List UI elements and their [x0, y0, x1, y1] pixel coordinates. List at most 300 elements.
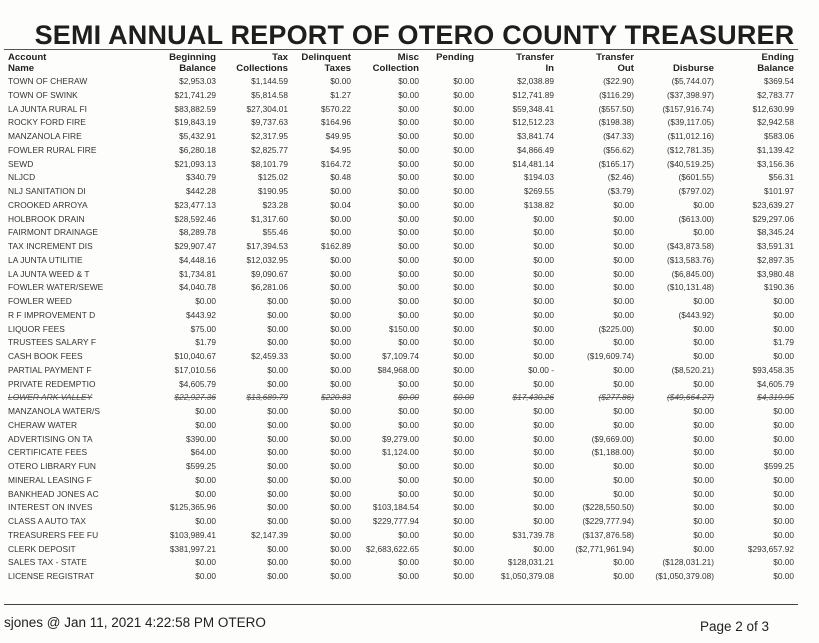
- cell-transfer-in: $59,348.41: [512, 103, 554, 114]
- cell-disburse: $0.00: [693, 199, 714, 210]
- cell-delinquent-taxes: $0.00: [330, 351, 351, 361]
- cell-misc-collection: $0.00: [398, 213, 419, 224]
- cell-account-name: NLJCD: [8, 172, 36, 183]
- cell-beginning-balance: $21,741.29: [174, 89, 216, 100]
- table-row: [8, 488, 794, 502]
- cell-tax-collections: $13,689.79: [246, 392, 288, 403]
- table-row: [8, 130, 794, 144]
- cell-transfer-out: $0.00: [613, 282, 634, 293]
- cell-tax-collections: $0.00: [267, 516, 288, 526]
- cell-misc-collection: $0.00: [398, 131, 419, 141]
- cell-misc-collection: $0.00: [398, 117, 419, 128]
- cell-beginning-balance: $1.79: [195, 337, 216, 348]
- cell-account-name: MINERAL LEASING F: [8, 474, 92, 485]
- cell-tax-collections: $0.00: [267, 406, 288, 416]
- cell-transfer-in: $0.00: [533, 378, 554, 389]
- table-row: [8, 446, 794, 460]
- cell-ending-balance: $599.25: [764, 461, 794, 471]
- cell-disburse: ($443.92): [678, 309, 714, 320]
- cell-account-name: FAIRMONT DRAINAGE: [8, 227, 99, 238]
- table-row: [8, 240, 794, 254]
- cell-transfer-in: $12,512.23: [512, 117, 554, 128]
- cell-disburse: ($6,845.00): [671, 268, 714, 279]
- cell-transfer-out: $0.00: [613, 254, 634, 265]
- cell-account-name: CHERAW WATER: [8, 419, 78, 430]
- cell-tax-collections: $5,814.58: [251, 89, 288, 100]
- cell-delinquent-taxes: $4.95: [330, 144, 351, 155]
- cell-pending: $0.00: [453, 213, 474, 224]
- cell-beginning-balance: $0.00: [195, 557, 216, 568]
- cell-ending-balance: $56.31: [768, 172, 794, 183]
- cell-delinquent-taxes: $570.22: [321, 103, 351, 114]
- cell-delinquent-taxes: $220.83: [321, 392, 351, 403]
- cell-misc-collection: $0.00: [398, 461, 419, 471]
- cell-account-name: CLERK DEPOSIT: [8, 543, 76, 554]
- cell-misc-collection: $0.00: [398, 529, 419, 540]
- cell-disburse: $0.00: [693, 227, 714, 238]
- cell-pending: $0.00: [453, 76, 474, 86]
- cell-delinquent-taxes: $0.00: [330, 488, 351, 499]
- cell-disburse: $0.00: [693, 474, 714, 485]
- column-header-ending-balance: Ending Balance: [757, 52, 794, 74]
- cell-misc-collection: $0.00: [398, 172, 419, 183]
- cell-account-name: TRUSTEES SALARY F: [8, 337, 97, 348]
- cell-tax-collections: $0.00: [267, 337, 288, 348]
- cell-pending: $0.00: [453, 502, 474, 513]
- cell-transfer-in: $128,031.21: [507, 557, 554, 568]
- cell-disburse: ($11,012.16): [667, 131, 714, 141]
- cell-disburse: ($797.02): [678, 186, 714, 196]
- cell-account-name: LA JUNTA WEED & T: [8, 268, 90, 279]
- cell-ending-balance: $190.36: [764, 282, 794, 293]
- cell-account-name: FOWLER WATER/SEWE: [8, 282, 104, 293]
- cell-transfer-in: $0.00: [533, 296, 554, 306]
- cell-delinquent-taxes: $0.00: [330, 213, 351, 224]
- cell-misc-collection: $0.00: [398, 392, 419, 403]
- column-header-account-name: Account Name: [8, 52, 47, 74]
- cell-account-name: ADVERTISING ON TA: [8, 433, 93, 444]
- cell-ending-balance: $0.00: [773, 516, 794, 526]
- cell-misc-collection: $0.00: [398, 378, 419, 389]
- cell-account-name: FOWLER WEED: [8, 296, 72, 306]
- cell-beginning-balance: $8,289.78: [179, 227, 216, 238]
- cell-account-name: SEWD: [8, 158, 34, 169]
- table-header-row: [8, 53, 794, 75]
- cell-transfer-out: ($116.29): [599, 89, 634, 100]
- cell-pending: $0.00: [453, 419, 474, 430]
- cell-misc-collection: $0.00: [398, 89, 419, 100]
- cell-transfer-out: $0.00: [613, 364, 634, 375]
- cell-ending-balance: $0.00: [773, 447, 794, 458]
- cell-disburse: $0.00: [693, 488, 714, 499]
- cell-transfer-in: $12,741.89: [512, 89, 554, 100]
- cell-disburse: ($128,031.21): [662, 557, 714, 568]
- table-body: [8, 75, 794, 584]
- cell-transfer-out: $0.00: [613, 241, 634, 251]
- cell-disburse: ($12,781.35): [666, 144, 714, 155]
- cell-pending: $0.00: [453, 296, 474, 306]
- cell-account-name: LIQUOR FEES: [8, 323, 65, 334]
- cell-ending-balance: $93,458.35: [752, 364, 794, 375]
- table-row: [8, 419, 794, 433]
- cell-misc-collection: $9,279.00: [382, 433, 419, 444]
- cell-delinquent-taxes: $0.00: [330, 516, 351, 526]
- table-row: [8, 433, 794, 447]
- cell-misc-collection: $0.00: [398, 406, 419, 416]
- cell-delinquent-taxes: $0.00: [330, 364, 351, 375]
- cell-delinquent-taxes: $0.00: [330, 433, 351, 444]
- column-header-beginning-balance: Beginning Balance: [169, 52, 216, 74]
- cell-pending: $0.00: [453, 158, 474, 169]
- cell-misc-collection: $0.00: [398, 186, 419, 196]
- cell-transfer-in: $14,481.14: [512, 158, 554, 169]
- cell-ending-balance: $4,319.95: [757, 392, 794, 403]
- cell-ending-balance: $101.97: [764, 186, 794, 196]
- cell-pending: $0.00: [453, 172, 474, 183]
- cell-ending-balance: $4,605.79: [757, 378, 794, 389]
- cell-disburse: $0.00: [693, 378, 714, 389]
- table-row: [8, 336, 794, 350]
- cell-pending: $0.00: [453, 131, 474, 141]
- cell-ending-balance: $3,980.48: [757, 268, 794, 279]
- cell-tax-collections: $0.00: [267, 433, 288, 444]
- cell-transfer-out: ($19,609.74): [586, 351, 634, 361]
- cell-delinquent-taxes: $0.00: [330, 254, 351, 265]
- cell-delinquent-taxes: $0.00: [330, 571, 351, 581]
- cell-tax-collections: $190.95: [258, 186, 288, 196]
- cell-disburse: $0.00: [693, 433, 714, 444]
- cell-transfer-out: $0.00: [613, 213, 634, 224]
- table-row: [8, 75, 794, 89]
- cell-tax-collections: $8,101.79: [251, 158, 288, 169]
- cell-transfer-out: $0.00: [613, 296, 634, 306]
- cell-transfer-in: $0.00: [533, 227, 554, 238]
- cell-beginning-balance: $443.92: [186, 309, 216, 320]
- cell-delinquent-taxes: $0.00: [330, 186, 351, 196]
- cell-transfer-out: ($2,771,961.94): [575, 543, 634, 554]
- cell-tax-collections: $12,032.95: [246, 254, 288, 265]
- treasurer-report-table: [8, 53, 794, 584]
- cell-pending: $0.00: [453, 488, 474, 499]
- cell-pending: $0.00: [453, 89, 474, 100]
- cell-ending-balance: $0.00: [773, 309, 794, 320]
- cell-disburse: $0.00: [693, 461, 714, 471]
- cell-beginning-balance: $10,040.67: [174, 351, 216, 361]
- cell-beginning-balance: $17,010.56: [174, 364, 216, 375]
- cell-account-name: LA JUNTA UTILITIE: [8, 254, 83, 265]
- cell-transfer-out: ($137,876.58): [582, 529, 634, 540]
- cell-beginning-balance: $22,927.36: [174, 392, 216, 403]
- cell-account-name: LICENSE REGISTRAT: [8, 571, 95, 581]
- column-header-tax-collections: Tax Collections: [236, 52, 288, 74]
- cell-transfer-out: ($56.62): [603, 144, 634, 155]
- cell-transfer-out: $0.00: [613, 488, 634, 499]
- cell-disburse: ($1,050,379.08): [655, 571, 714, 581]
- cell-beginning-balance: $75.00: [190, 323, 216, 334]
- cell-delinquent-taxes: $0.00: [330, 474, 351, 485]
- cell-misc-collection: $103,184.54: [372, 502, 419, 513]
- cell-transfer-in: $0.00: [533, 502, 554, 513]
- table-row: [8, 391, 794, 405]
- cell-misc-collection: $0.00: [398, 103, 419, 114]
- cell-transfer-out: $0.00: [613, 309, 634, 320]
- cell-ending-balance: $0.00: [773, 296, 794, 306]
- cell-ending-balance: $0.00: [773, 488, 794, 499]
- cell-disburse: $0.00: [693, 502, 714, 513]
- cell-beginning-balance: $64.00: [190, 447, 216, 458]
- cell-tax-collections: $17,394.53: [246, 241, 288, 251]
- cell-transfer-out: ($22.90): [603, 76, 634, 86]
- table-row: [8, 323, 794, 337]
- cell-disburse: $0.00: [693, 351, 714, 361]
- cell-delinquent-taxes: $162.89: [321, 241, 351, 251]
- cell-tax-collections: $2,825.77: [251, 144, 288, 155]
- table-row: [8, 350, 794, 364]
- cell-misc-collection: $0.00: [398, 158, 419, 169]
- cell-transfer-in: $31,739.78: [512, 529, 554, 540]
- cell-pending: $0.00: [453, 268, 474, 279]
- cell-beginning-balance: $4,040.78: [179, 282, 216, 293]
- cell-delinquent-taxes: $0.00: [330, 461, 351, 471]
- cell-misc-collection: $7,109.74: [382, 351, 419, 361]
- cell-ending-balance: $3,591.31: [757, 241, 794, 251]
- cell-misc-collection: $0.00: [398, 254, 419, 265]
- cell-beginning-balance: $390.00: [186, 433, 216, 444]
- cell-ending-balance: $29,297.06: [752, 213, 794, 224]
- cell-ending-balance: $0.00: [773, 571, 794, 581]
- cell-account-name: ROCKY FORD FIRE: [8, 117, 86, 128]
- cell-account-name: TOWN OF SWINK: [8, 89, 78, 100]
- cell-transfer-in: $269.55: [524, 186, 554, 196]
- cell-transfer-out: $0.00: [613, 199, 634, 210]
- cell-tax-collections: $9,737.63: [251, 117, 288, 128]
- cell-pending: $0.00: [453, 557, 474, 568]
- cell-delinquent-taxes: $0.00: [330, 227, 351, 238]
- cell-disburse: ($10,131.48): [666, 282, 714, 293]
- cell-ending-balance: $2,897.35: [757, 254, 794, 265]
- cell-pending: $0.00: [453, 337, 474, 348]
- table-row: [8, 226, 794, 240]
- cell-transfer-in: $0.00: [533, 268, 554, 279]
- cell-account-name: TREASURERS FEE FU: [8, 529, 99, 540]
- cell-pending: $0.00: [453, 529, 474, 540]
- cell-transfer-out: ($47.33): [603, 131, 634, 141]
- cell-transfer-in: $4,866.49: [517, 144, 554, 155]
- cell-account-name: FOWLER RURAL FIRE: [8, 144, 97, 155]
- cell-tax-collections: $23.28: [262, 199, 288, 210]
- cell-transfer-in: $0.00: [533, 323, 554, 334]
- cell-disburse: $0.00: [693, 543, 714, 554]
- cell-beginning-balance: $442.28: [186, 186, 216, 196]
- cell-pending: $0.00: [453, 144, 474, 155]
- cell-pending: $0.00: [453, 241, 474, 251]
- cell-tax-collections: $0.00: [267, 309, 288, 320]
- cell-misc-collection: $0.00: [398, 227, 419, 238]
- cell-ending-balance: $0.00: [773, 323, 794, 334]
- cell-misc-collection: $0.00: [398, 144, 419, 155]
- cell-misc-collection: $0.00: [398, 199, 419, 210]
- cell-beginning-balance: $599.25: [186, 461, 216, 471]
- cell-ending-balance: $23,639.27: [752, 199, 794, 210]
- cell-pending: $0.00: [453, 447, 474, 458]
- cell-misc-collection: $0.00: [398, 76, 419, 86]
- cell-transfer-out: ($225.00): [598, 323, 634, 334]
- cell-misc-collection: $0.00: [398, 337, 419, 348]
- cell-misc-collection: $0.00: [398, 419, 419, 430]
- cell-ending-balance: $8,345.24: [757, 227, 794, 238]
- cell-delinquent-taxes: $0.00: [330, 296, 351, 306]
- cell-misc-collection: $229,777.94: [372, 516, 419, 526]
- table-row: [8, 158, 794, 172]
- cell-pending: $0.00: [453, 309, 474, 320]
- cell-tax-collections: $9,090.67: [251, 268, 288, 279]
- cell-pending: $0.00: [453, 571, 474, 581]
- cell-tax-collections: $0.00: [267, 364, 288, 375]
- cell-account-name: LA JUNTA RURAL FI: [8, 103, 88, 114]
- cell-ending-balance: $2,942.58: [757, 117, 794, 128]
- cell-misc-collection: $150.00: [389, 323, 419, 334]
- cell-ending-balance: $0.00: [773, 502, 794, 513]
- cell-account-name: MANZANOLA FIRE: [8, 131, 82, 141]
- cell-delinquent-taxes: $0.00: [330, 337, 351, 348]
- cell-delinquent-taxes: $0.04: [330, 199, 351, 210]
- cell-misc-collection: $2,683,622.65: [365, 543, 419, 554]
- cell-disburse: ($8,520.21): [671, 364, 714, 375]
- table-row: [8, 295, 794, 309]
- cell-tax-collections: $0.00: [267, 323, 288, 334]
- cell-beginning-balance: $0.00: [195, 488, 216, 499]
- cell-transfer-out: ($1,188.00): [591, 447, 634, 458]
- cell-tax-collections: $0.00: [267, 502, 288, 513]
- cell-pending: $0.00: [453, 392, 474, 403]
- cell-disburse: $0.00: [693, 406, 714, 416]
- cell-transfer-out: ($2.46): [607, 172, 634, 183]
- cell-pending: $0.00: [453, 433, 474, 444]
- cell-tax-collections: $0.00: [267, 461, 288, 471]
- cell-beginning-balance: $29,907.47: [174, 241, 216, 251]
- column-header-transfer-out: Transfer Out: [596, 52, 634, 74]
- cell-transfer-out: ($228,550.50): [582, 502, 634, 513]
- cell-beginning-balance: $0.00: [195, 406, 216, 416]
- column-header-disburse: Disburse: [672, 62, 714, 74]
- cell-delinquent-taxes: $49.95: [325, 131, 351, 141]
- cell-disburse: ($13,583.76): [666, 254, 714, 265]
- cell-misc-collection: $0.00: [398, 474, 419, 485]
- table-row: [8, 515, 794, 529]
- cell-ending-balance: $0.00: [773, 351, 794, 361]
- cell-transfer-in: $0.00 -: [528, 364, 554, 375]
- cell-tax-collections: $0.00: [267, 474, 288, 485]
- cell-disburse: ($40,519.25): [666, 158, 714, 169]
- cell-pending: $0.00: [453, 254, 474, 265]
- cell-ending-balance: $1.79: [773, 337, 794, 348]
- cell-pending: $0.00: [453, 474, 474, 485]
- cell-delinquent-taxes: $0.00: [330, 502, 351, 513]
- cell-delinquent-taxes: $0.00: [330, 309, 351, 320]
- cell-transfer-in: $0.00: [533, 433, 554, 444]
- table-row: [8, 556, 794, 570]
- cell-transfer-in: $0.00: [533, 254, 554, 265]
- cell-ending-balance: $1,139.42: [757, 144, 794, 155]
- cell-tax-collections: $2,147.39: [251, 529, 288, 540]
- cell-transfer-out: ($557.50): [598, 103, 634, 114]
- cell-disburse: ($37,398.97): [666, 89, 714, 100]
- table-row: [8, 103, 794, 117]
- cell-delinquent-taxes: $0.00: [330, 529, 351, 540]
- column-header-pending: Pending: [436, 52, 474, 63]
- cell-beginning-balance: $6,280.18: [179, 144, 216, 155]
- cell-account-name: INTEREST ON INVES: [8, 502, 93, 513]
- cell-transfer-out: ($229,777.94): [582, 516, 634, 526]
- cell-disburse: ($5,744.07): [671, 76, 714, 86]
- cell-account-name: CLASS A AUTO TAX: [8, 516, 87, 526]
- cell-tax-collections: $2,459.33: [251, 351, 288, 361]
- cell-pending: $0.00: [453, 323, 474, 334]
- table-row: [8, 309, 794, 323]
- table-row: [8, 405, 794, 419]
- cell-misc-collection: $0.00: [398, 296, 419, 306]
- cell-disburse: ($601.55): [678, 172, 714, 183]
- cell-beginning-balance: $0.00: [195, 571, 216, 581]
- cell-misc-collection: $0.00: [398, 557, 419, 568]
- cell-beginning-balance: $21,093.13: [174, 158, 216, 169]
- cell-account-name: TAX INCREMENT DIS: [8, 241, 93, 251]
- cell-delinquent-taxes: $164.96: [321, 117, 351, 128]
- cell-transfer-in: $17,430.26: [512, 392, 554, 403]
- table-row: [8, 144, 794, 158]
- cell-ending-balance: $0.00: [773, 433, 794, 444]
- cell-pending: $0.00: [453, 199, 474, 210]
- table-row: [8, 529, 794, 543]
- cell-account-name: LOWER ARK VALLEY: [8, 392, 93, 403]
- cell-transfer-out: ($277.86): [598, 392, 634, 403]
- cell-account-name: MANZANOLA WATER/S: [8, 406, 101, 416]
- cell-account-name: PRIVATE REDEMPTIO: [8, 378, 96, 389]
- table-row: [8, 570, 794, 584]
- cell-transfer-out: $0.00: [613, 474, 634, 485]
- cell-delinquent-taxes: $0.00: [330, 557, 351, 568]
- cell-transfer-in: $0.00: [533, 337, 554, 348]
- table-row: [8, 543, 794, 557]
- cell-transfer-in: $0.00: [533, 516, 554, 526]
- cell-beginning-balance: $0.00: [195, 516, 216, 526]
- cell-ending-balance: $2,783.77: [757, 89, 794, 100]
- cell-account-name: R F IMPROVEMENT D: [8, 309, 96, 320]
- cell-tax-collections: $0.00: [267, 447, 288, 458]
- cell-transfer-in: $194.03: [524, 172, 554, 183]
- cell-account-name: CERTIFICATE FEES: [8, 447, 88, 458]
- cell-delinquent-taxes: $0.00: [330, 76, 351, 86]
- cell-misc-collection: $84,968.00: [377, 364, 419, 375]
- table-row: [8, 281, 794, 295]
- cell-disburse: ($39,117.05): [667, 117, 714, 128]
- cell-transfer-in: $0.00: [533, 447, 554, 458]
- cell-delinquent-taxes: $0.00: [330, 543, 351, 554]
- cell-tax-collections: $0.00: [267, 571, 288, 581]
- cell-transfer-out: $0.00: [613, 419, 634, 430]
- table-row: [8, 116, 794, 130]
- cell-transfer-out: $0.00: [613, 571, 634, 581]
- cell-misc-collection: $0.00: [398, 268, 419, 279]
- cell-tax-collections: $6,281.06: [251, 282, 288, 293]
- footer-divider: [4, 604, 798, 605]
- table-row: [8, 474, 794, 488]
- table-row: [8, 364, 794, 378]
- cell-transfer-in: $1,050,379.08: [500, 571, 554, 581]
- cell-transfer-out: $0.00: [613, 378, 634, 389]
- cell-misc-collection: $0.00: [398, 241, 419, 251]
- cell-disburse: $0.00: [693, 337, 714, 348]
